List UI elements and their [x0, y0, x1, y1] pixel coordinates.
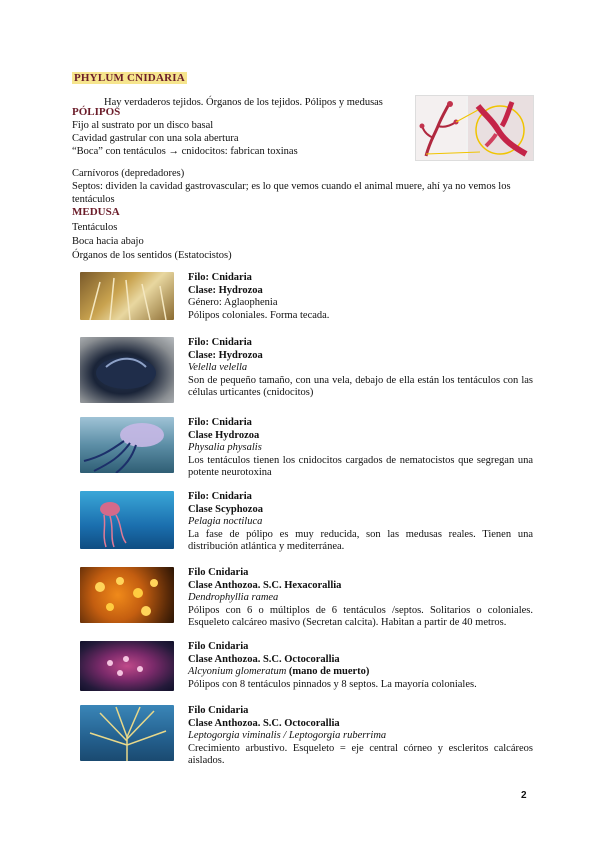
entry-especie: Leptogorgia viminalis / Leptogorgia ruberrima	[188, 730, 387, 741]
entry-common-name: (mano de muerto)	[286, 666, 370, 677]
entry-desc: Pólipos con 8 tentáculos pinnados y 8 septos. La mayoría coloniales.	[188, 678, 477, 690]
species-entry	[188, 705, 533, 768]
alcyonium-photo	[80, 641, 174, 691]
page-number: 2	[521, 790, 527, 801]
coral-photo-graphic	[80, 567, 174, 623]
entry-desc: La fase de pólipo es muy reducida, son las medusas reales. Tienen una distribución atlántica y mediterránea.	[188, 528, 533, 552]
polyp-figure-graphic	[416, 96, 533, 160]
soft-coral-photo-graphic	[80, 641, 174, 691]
polipos-line: Carnívoros (depredadores)	[72, 168, 185, 179]
entry-especie: Dendrophyllia ramea	[188, 592, 279, 603]
entry-filo: Filo: Cnidaria	[188, 491, 252, 502]
entry-clase: Clase Scyphozoa	[188, 503, 263, 515]
pelagia-photo	[80, 491, 174, 549]
polipos-line: Septos: dividen la cavidad gastrovascular; es lo que vemos cuando el animal muere, ahí ya no vemos los tentáculos	[72, 181, 511, 205]
entry-clase: Clase Anthozoa. S.C. Octocorallia	[188, 717, 340, 729]
gorgonian-photo-graphic	[80, 705, 174, 761]
velella-photo	[80, 337, 174, 403]
medusa-heading: MEDUSA	[72, 206, 120, 218]
entry-filo: Filo Cnidaria	[188, 705, 249, 716]
entry-filo: Filo: Cnidaria	[188, 337, 252, 348]
hydroid-photo-graphic	[80, 272, 174, 320]
entry-desc: Crecimiento arbustivo. Esqueleto = eje central córneo y escleritos calcáreos aislados.	[188, 742, 533, 766]
aglaophenia-photo	[80, 272, 174, 320]
entry-clase: Clase Anthozoa. S.C. Octocorallia	[188, 653, 340, 665]
medusa-line: Tentáculos	[72, 222, 118, 233]
medusa-line: Boca hacia abajo	[72, 236, 144, 247]
polipos-line: “Boca” con tentáculos → cnidocitos: fabrican toxinas	[72, 146, 298, 157]
entry-especie: Velella velella	[188, 362, 248, 373]
entry-desc: Los tentáculos tienen los cnidocitos cargados de nematocistos que segregan una potente neurotoxina	[188, 454, 533, 478]
medusa-line: Órganos de los sentidos (Estatocistos)	[72, 250, 232, 261]
species-entry	[188, 567, 533, 630]
entry-desc: Son de pequeño tamaño, con una vela, debajo de ella están los tentáculos con las células urticantes (cnidocitos)	[188, 374, 533, 398]
page-title: PHYLUM CNIDARIA	[74, 72, 185, 84]
velella-photo-graphic	[80, 337, 174, 403]
intro-text: Hay verdaderos tejidos. Órganos de los tejidos. Pólipos y medusas	[104, 97, 383, 108]
polyp-figure	[415, 95, 534, 161]
entry-filo: Filo Cnidaria	[188, 641, 249, 652]
dendrophyllia-photo	[80, 567, 174, 623]
species-entry	[188, 337, 533, 400]
polipos-heading: PÓLIPOS	[72, 106, 121, 118]
entry-filo: Filo: Cnidaria	[188, 417, 252, 428]
entry-clase: Clase: Hydrozoa	[188, 284, 263, 296]
pelagia-photo-graphic	[80, 491, 174, 549]
physalia-photo-graphic	[80, 417, 174, 473]
polipos-line: Fijo al sustrato por un disco basal	[72, 120, 214, 131]
physalia-photo	[80, 417, 174, 473]
species-entry	[188, 491, 533, 554]
species-entry	[188, 641, 533, 691]
entry-clase: Clase Anthozoa. S.C. Hexacorallia	[188, 579, 342, 591]
entry-desc: Pólipos con 6 o múltiplos de 6 tentáculos /septos. Solitarios o coloniales. Esqueleto calcáreo masivo (Secretan calcita). Habitan a partir de 40 metros.	[188, 604, 533, 628]
entry-genero: Género: Aglaophenia	[188, 297, 278, 308]
leptogorgia-photo	[80, 705, 174, 761]
entry-filo: Filo Cnidaria	[188, 567, 249, 578]
entry-desc: Pólipos coloniales. Forma tecada.	[188, 309, 330, 321]
species-entry	[188, 272, 533, 322]
species-entry	[188, 417, 533, 480]
entry-clase: Clase: Hydrozoa	[188, 349, 263, 361]
entry-especie: Pelagia noctiluca	[188, 516, 263, 527]
entry-filo: Filo: Cnidaria	[188, 272, 252, 283]
polipos-line: Cavidad gastrular con una sola abertura	[72, 133, 239, 144]
entry-especie: Alcyonium glomeratum	[188, 666, 287, 677]
entry-especie: Physalia physalis	[188, 442, 262, 453]
entry-clase: Clase Hydrozoa	[188, 429, 260, 441]
